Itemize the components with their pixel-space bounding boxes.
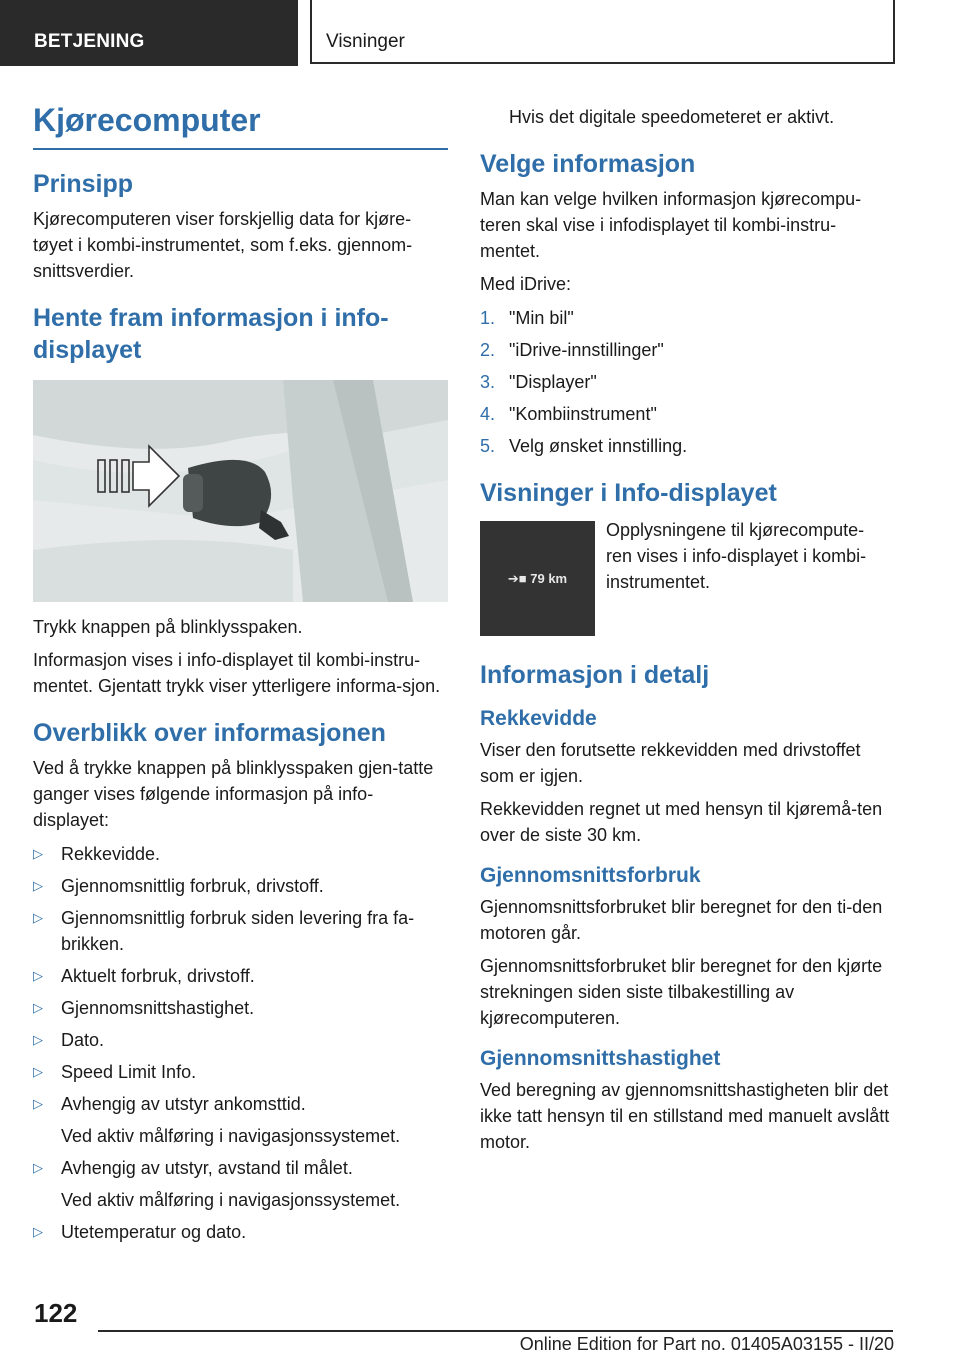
info-display-example xyxy=(480,517,890,637)
heading-velge: Velge informasjon xyxy=(480,150,696,178)
list-item-text: Speed Limit Info. xyxy=(61,1062,197,1082)
list-item xyxy=(33,1059,448,1085)
heading-overblikk: Overblikk over informasjonen xyxy=(33,719,386,747)
rekkevidde-text-2: Rekkevidden regnet ut med hensyn til kjøremå-ten over de siste 30 km. xyxy=(480,799,883,845)
step-text: Velg ønsket innstilling. xyxy=(509,436,688,456)
step-text: "Kombiinstrument" xyxy=(509,404,657,424)
list-item-text: Avhengig av utstyr ankomsttid. xyxy=(61,1094,306,1114)
fuel-range-icon: ➔■ xyxy=(507,571,527,586)
list-item xyxy=(33,1219,448,1245)
left-column xyxy=(33,100,448,1251)
forbruk-text-2: Gjennomsnittsforbruket blir beregnet for den kjørte strekningen siden siste tilbakestilling av kjørecomputeren. xyxy=(480,956,883,1028)
page-header xyxy=(0,0,960,66)
step-number: 4. xyxy=(480,404,496,424)
heading-hente: Hente fram informasjon i info-displayet xyxy=(33,304,389,364)
list-item-text: Gjennomsnittshastighet. xyxy=(61,998,255,1018)
overblikk-list xyxy=(33,841,448,1245)
heading-prinsipp: Prinsipp xyxy=(33,170,134,198)
prinsipp-text: Kjørecomputeren viser forskjellig data for kjøre-tøyet i kombi-instrumentet, som f.eks. gjennom-snittsverdier. xyxy=(33,209,413,281)
step-text: "iDrive-innstillinger" xyxy=(509,340,664,360)
rekkevidde-text-1: Viser den forutsette rekkevidden med drivstoffet som er igjen. xyxy=(480,740,861,786)
footer-edition: Online Edition for Part no. 01405A03155 - II/20 xyxy=(519,1334,894,1354)
visninger-text: Opplysningene til kjørecompute-ren vises i info-displayet i kombi-instrumentet. xyxy=(606,520,867,592)
page-number: 122 xyxy=(34,1298,78,1328)
list-item xyxy=(33,873,448,899)
step-text: "Min bil" xyxy=(509,308,574,328)
list-item xyxy=(33,1027,448,1053)
footer-divider xyxy=(98,1330,893,1332)
step-number: 2. xyxy=(480,340,496,360)
list-item-subtext: Ved aktiv målføring i navigasjonssystemet. xyxy=(61,1190,401,1210)
triangle-bullet-icon: ▷ xyxy=(33,1224,43,1239)
page-title: Kjørecomputer xyxy=(33,100,448,150)
list-item-text: Rekkevidde. xyxy=(61,844,161,864)
turn-signal-lever-illustration xyxy=(33,380,448,602)
list-item xyxy=(33,1155,448,1213)
list-item-text: Gjennomsnittlig forbruk, drivstoff. xyxy=(61,876,324,896)
hente-text-1: Trykk knappen på blinklysspaken. xyxy=(33,617,303,637)
hente-text-2: Informasjon vises i info-displayet til kombi-instru-mentet. Gjentatt trykk viser ytterligere informa-sjon. xyxy=(33,650,441,696)
overblikk-intro: Ved å trykke knappen på blinklysspaken gjen-tatte ganger vises følgende informasjon på info-displayet: xyxy=(33,758,434,830)
triangle-bullet-icon: ▷ xyxy=(33,1096,43,1111)
triangle-bullet-icon: ▷ xyxy=(33,968,43,983)
heading-rekkevidde: Rekkevidde xyxy=(480,707,597,730)
heading-forbruk: Gjennomsnittsforbruk xyxy=(480,864,701,887)
heading-detalj: Informasjon i detalj xyxy=(480,661,710,689)
list-item-text: Gjennomsnittlig forbruk siden levering fra fa-brikken. xyxy=(61,908,415,954)
heading-visninger: Visninger i Info-displayet xyxy=(480,479,777,507)
step-item xyxy=(480,401,890,427)
step-item xyxy=(480,433,890,459)
step-item xyxy=(480,369,890,395)
step-number: 1. xyxy=(480,308,496,328)
continued-text: Hvis det digitale speedometeret er aktivt. xyxy=(509,107,835,127)
triangle-bullet-icon: ▷ xyxy=(33,1000,43,1015)
list-item xyxy=(33,905,448,957)
chapter-tab: Visninger xyxy=(310,0,895,64)
right-column xyxy=(480,100,890,1162)
list-item-text: Aktuelt forbruk, drivstoff. xyxy=(61,966,255,986)
step-number: 3. xyxy=(480,372,496,392)
list-item-subtext: Ved aktiv målføring i navigasjonssystemet. xyxy=(61,1126,401,1146)
thumbnail-readout: ➔■ 79 km xyxy=(507,571,568,586)
step-item xyxy=(480,337,890,363)
section-tab: BETJENING xyxy=(0,0,298,66)
step-text: "Displayer" xyxy=(509,372,597,392)
list-item xyxy=(33,995,448,1021)
idrive-steps xyxy=(480,305,890,459)
step-number: 5. xyxy=(480,436,496,456)
list-item-text: Avhengig av utstyr, avstand til målet. xyxy=(61,1158,353,1178)
forbruk-text-1: Gjennomsnittsforbruket blir beregnet for den ti-den motoren går. xyxy=(480,897,883,943)
list-item xyxy=(33,1091,448,1149)
heading-hastighet: Gjennomsnittshastighet xyxy=(480,1047,721,1070)
triangle-bullet-icon: ▷ xyxy=(33,1160,43,1175)
list-item xyxy=(33,963,448,989)
list-item-text: Dato. xyxy=(61,1030,105,1050)
list-item-text: Utetemperatur og dato. xyxy=(61,1222,247,1242)
velge-text-2: Med iDrive: xyxy=(480,274,572,294)
triangle-bullet-icon: ▷ xyxy=(33,1064,43,1079)
info-display-thumbnail xyxy=(480,521,595,636)
hastighet-text-1: Ved beregning av gjennomsnittshastigheten blir det ikke tatt hensyn til en stillstand med manuelt avslått motor. xyxy=(480,1080,890,1152)
triangle-bullet-icon: ▷ xyxy=(33,846,43,861)
step-item xyxy=(480,305,890,331)
triangle-bullet-icon: ▷ xyxy=(33,1032,43,1047)
velge-text-1: Man kan velge hvilken informasjon kjørecompu-teren skal vise i infodisplayet til kombi-instru-mentet. xyxy=(480,189,862,261)
list-item xyxy=(33,841,448,867)
triangle-bullet-icon: ▷ xyxy=(33,878,43,893)
triangle-bullet-icon: ▷ xyxy=(33,910,43,925)
